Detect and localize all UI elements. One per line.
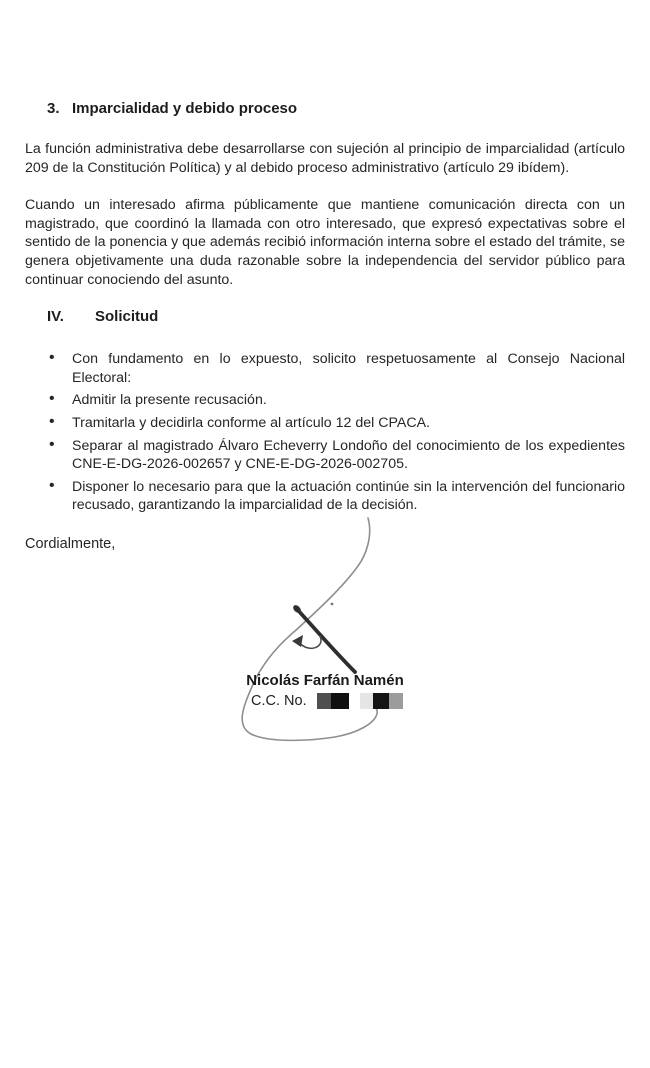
id-label: C.C. No. [251,692,307,709]
bullet-item: • Admitir la presente recusación. [25,391,625,410]
bullet-item: • Separar al magistrado Álvaro Echeverry Londoño del conocimiento de los expedientes CNE-E-DG-2026-002657 y CNE-E-DG-2026-002705. [25,437,625,474]
section-3-title: Imparcialidad y debido proceso [72,100,298,117]
section-4-title: Solicitud [95,308,159,326]
closing-salutation: Cordialmente, [25,535,116,552]
bullet-item: • Con fundamento en lo expuesto, solicito respetuosamente al Consejo Nacional Electoral: [25,350,625,387]
redaction-block [389,693,403,709]
redaction-group-1 [317,693,349,709]
bullet-item: • Tramitarla y decidirla conforme al artículo 12 del CPACA. [25,414,625,433]
redaction-block [331,693,349,709]
signatory-name: Nicolás Farfán Namén [246,671,404,689]
signature-ink-dot [331,603,334,606]
section-3-heading [25,100,625,118]
paragraph-reasonable-doubt: Cuando un interesado afirma públicamente que mantiene comunicación directa con un magistrado, que coordinó la llamada con otro interesado, que expresó expectativas sobre el sentido de la ponencia y que además recibió información interna sobre el estado del trámite, se genera objetivamente una duda razonable sobre la independencia del servidor público para continuar conociendo del asunto. [25,197,625,288]
section-4-number: IV. [47,308,64,326]
id-number-line [251,693,414,709]
bullet-item: • Disponer lo necesario para que la actuación continúe sin la intervención del funcionario recusado, garantizando la imparcialidad de la decisión. [25,478,625,515]
section-3-number: 3. [47,100,60,117]
redaction-block [373,693,389,709]
signature-image [235,514,425,764]
paragraph-impartiality: La función administrativa debe desarrollarse con sujeción al principio de imparcialidad (artículo 209 de la Constitución Política) y al debido proceso administrativo (artículo 29 ibídem). [25,141,625,176]
section-4-heading [25,308,625,326]
request-bullet-list [25,350,625,515]
redaction-group-2 [360,693,403,709]
signature-block [25,554,625,789]
redaction-block [317,693,331,709]
redaction-block [360,693,373,709]
signature-thick-stroke [296,608,355,672]
